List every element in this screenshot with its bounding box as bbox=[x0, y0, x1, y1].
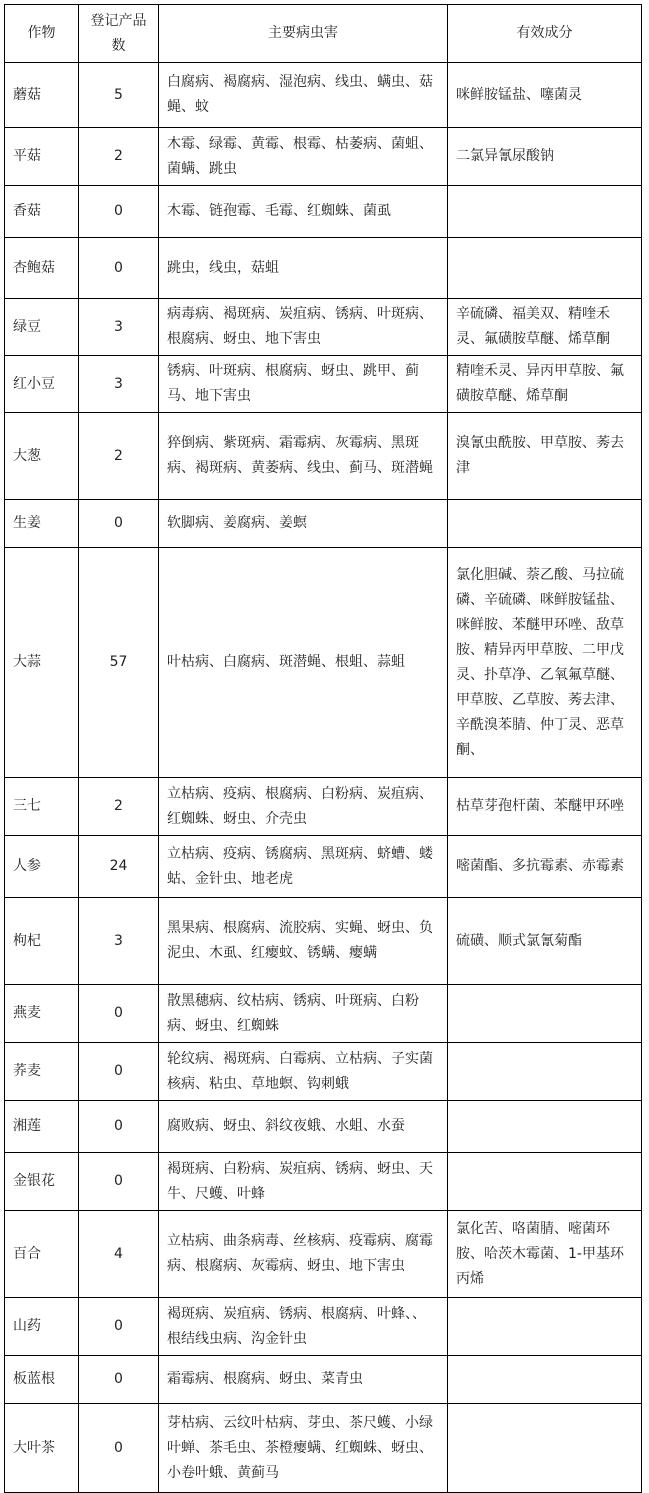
count-cell: 0 bbox=[79, 186, 159, 238]
crop-cell: 湘莲 bbox=[5, 1101, 79, 1153]
ingredients-cell bbox=[448, 1356, 642, 1404]
crop-cell: 人参 bbox=[5, 836, 79, 898]
table-row bbox=[5, 778, 642, 836]
ingredients-cell: 二氯异氰尿酸钠 bbox=[448, 128, 642, 186]
crop-cell: 燕麦 bbox=[5, 985, 79, 1043]
table-row bbox=[5, 548, 642, 778]
table-row bbox=[5, 356, 642, 413]
count-cell: 0 bbox=[79, 1153, 159, 1211]
pests-cell: 轮纹病、褐斑病、白霉病、立枯病、子实菌核病、粘虫、草地螟、钩刺蛾 bbox=[159, 1043, 448, 1101]
crop-cell: 山药 bbox=[5, 1298, 79, 1356]
count-cell: 5 bbox=[79, 63, 159, 128]
crop-cell: 金银花 bbox=[5, 1153, 79, 1211]
table-row bbox=[5, 1298, 642, 1356]
header-ingredients: 有效成分 bbox=[448, 5, 642, 63]
table-row bbox=[5, 1043, 642, 1101]
crop-cell: 荞麦 bbox=[5, 1043, 79, 1101]
count-cell: 24 bbox=[79, 836, 159, 898]
count-cell: 0 bbox=[79, 1404, 159, 1493]
ingredients-cell: 精喹禾灵、异丙甲草胺、氟磺胺草醚、烯草酮 bbox=[448, 356, 642, 413]
pests-cell: 白腐病、褐腐病、湿泡病、线虫、螨虫、菇蝇、蚊 bbox=[159, 63, 448, 128]
crop-cell: 板蓝根 bbox=[5, 1356, 79, 1404]
count-cell: 0 bbox=[79, 1101, 159, 1153]
crop-cell: 百合 bbox=[5, 1211, 79, 1298]
pests-cell: 猝倒病、紫斑病、霜霉病、灰霉病、黑斑病、褐斑病、黄萎病、线虫、蓟马、斑潜蝇 bbox=[159, 413, 448, 500]
crop-cell: 绿豆 bbox=[5, 299, 79, 356]
crop-cell: 枸杞 bbox=[5, 898, 79, 985]
pests-cell: 散黑穗病、纹枯病、锈病、叶斑病、白粉病、蚜虫、红蜘蛛 bbox=[159, 985, 448, 1043]
crop-cell: 大葱 bbox=[5, 413, 79, 500]
count-cell: 3 bbox=[79, 299, 159, 356]
count-cell: 57 bbox=[79, 548, 159, 778]
count-cell: 2 bbox=[79, 128, 159, 186]
pests-cell: 腐败病、蚜虫、斜纹夜蛾、水蛆、水蚕 bbox=[159, 1101, 448, 1153]
pests-cell: 木霉、绿霉、黄霉、根霉、枯萎病、菌蛆、菌螨、跳虫 bbox=[159, 128, 448, 186]
ingredients-cell: 氯化胆碱、萘乙酸、马拉硫磷、辛硫磷、咪鲜胺锰盐、咪鲜胺、苯醚甲环唑、敌草胺、精异丙甲草胺、二甲戊灵、扑草净、乙氧氟草醚、甲草胺、乙草胺、莠去津、辛酰溴苯腈、仲丁灵、恶草酮、 bbox=[448, 548, 642, 778]
table-row bbox=[5, 128, 642, 186]
pests-cell: 立枯病、疫病、根腐病、白粉病、炭疽病、红蜘蛛、蚜虫、介壳虫 bbox=[159, 778, 448, 836]
header-row bbox=[5, 5, 642, 63]
table-row bbox=[5, 238, 642, 299]
pests-cell: 跳虫，线虫，菇蛆 bbox=[159, 238, 448, 299]
ingredients-cell: 硫磺、顺式氯氰菊酯 bbox=[448, 898, 642, 985]
table-row bbox=[5, 413, 642, 500]
pests-cell: 褐斑病、白粉病、炭疽病、锈病、蚜虫、天牛、尺蠖、叶蜂 bbox=[159, 1153, 448, 1211]
table-row bbox=[5, 985, 642, 1043]
ingredients-cell: 氯化苦、咯菌腈、嘧菌环胺、哈茨木霉菌、1-甲基环丙烯 bbox=[448, 1211, 642, 1298]
pests-cell: 病毒病、褐斑病、炭疽病、锈病、叶斑病、根腐病、蚜虫、地下害虫 bbox=[159, 299, 448, 356]
pests-cell: 软脚病、姜腐病、姜螟 bbox=[159, 500, 448, 548]
ingredients-cell: 溴氰虫酰胺、甲草胺、莠去津 bbox=[448, 413, 642, 500]
crop-cell: 大蒜 bbox=[5, 548, 79, 778]
count-cell: 0 bbox=[79, 500, 159, 548]
ingredients-cell bbox=[448, 238, 642, 299]
ingredients-cell bbox=[448, 1043, 642, 1101]
pests-cell: 黑果病、根腐病、流胶病、实蝇、蚜虫、负泥虫、木虱、红瘿蚊、锈螨、瘿螨 bbox=[159, 898, 448, 985]
ingredients-cell bbox=[448, 500, 642, 548]
table-row bbox=[5, 1211, 642, 1298]
table-row bbox=[5, 1356, 642, 1404]
table-row bbox=[5, 898, 642, 985]
pests-cell: 霜霉病、根腐病、蚜虫、菜青虫 bbox=[159, 1356, 448, 1404]
pests-cell: 锈病、叶斑病、根腐病、蚜虫、跳甲、蓟马、地下害虫 bbox=[159, 356, 448, 413]
table-row bbox=[5, 836, 642, 898]
crop-cell: 平菇 bbox=[5, 128, 79, 186]
ingredients-cell bbox=[448, 985, 642, 1043]
header-pests: 主要病虫害 bbox=[159, 5, 448, 63]
count-cell: 4 bbox=[79, 1211, 159, 1298]
ingredients-cell: 咪鲜胺锰盐、噻菌灵 bbox=[448, 63, 642, 128]
ingredients-cell bbox=[448, 186, 642, 238]
count-cell: 3 bbox=[79, 898, 159, 985]
crop-cell: 红小豆 bbox=[5, 356, 79, 413]
crop-cell: 三七 bbox=[5, 778, 79, 836]
table-row bbox=[5, 500, 642, 548]
ingredients-cell bbox=[448, 1153, 642, 1211]
table-row bbox=[5, 63, 642, 128]
count-cell: 0 bbox=[79, 985, 159, 1043]
table-row bbox=[5, 299, 642, 356]
table-row bbox=[5, 1153, 642, 1211]
count-cell: 3 bbox=[79, 356, 159, 413]
crop-cell: 大叶茶 bbox=[5, 1404, 79, 1493]
pests-cell: 立枯病、疫病、锈腐病、黑斑病、蛴螬、蝼蛄、金针虫、地老虎 bbox=[159, 836, 448, 898]
header-crop: 作物 bbox=[5, 5, 79, 63]
pests-cell: 芽枯病、云纹叶枯病、芽虫、茶尺蠖、小绿叶蝉、茶毛虫、茶橙瘿螨、红蜘蛛、蚜虫、小卷叶蛾、黄蓟马 bbox=[159, 1404, 448, 1493]
pests-cell: 立枯病、曲条病毒、丝核病、疫霉病、腐霉病、根腐病、灰霉病、蚜虫、地下害虫 bbox=[159, 1211, 448, 1298]
ingredients-cell: 嘧菌酯、多抗霉素、赤霉素 bbox=[448, 836, 642, 898]
table-row bbox=[5, 186, 642, 238]
pests-cell: 叶枯病、白腐病、斑潜蝇、根蛆、蒜蛆 bbox=[159, 548, 448, 778]
ingredients-cell bbox=[448, 1101, 642, 1153]
ingredients-cell: 辛硫磷、福美双、精喹禾灵、氟磺胺草醚、烯草酮 bbox=[448, 299, 642, 356]
table-row bbox=[5, 1404, 642, 1493]
count-cell: 0 bbox=[79, 1043, 159, 1101]
pesticide-registration-table bbox=[4, 4, 642, 1493]
count-cell: 2 bbox=[79, 778, 159, 836]
count-cell: 0 bbox=[79, 1298, 159, 1356]
ingredients-cell bbox=[448, 1298, 642, 1356]
ingredients-cell bbox=[448, 1404, 642, 1493]
pests-cell: 褐斑病、炭疽病、锈病、根腐病、叶蜂、、根结线虫病、沟金针虫 bbox=[159, 1298, 448, 1356]
crop-cell: 蘑菇 bbox=[5, 63, 79, 128]
pests-cell: 木霉、链孢霉、毛霉、红蜘蛛、菌虱 bbox=[159, 186, 448, 238]
crop-cell: 香菇 bbox=[5, 186, 79, 238]
table-row bbox=[5, 1101, 642, 1153]
count-cell: 2 bbox=[79, 413, 159, 500]
ingredients-cell: 枯草芽孢杆菌、苯醚甲环唑 bbox=[448, 778, 642, 836]
count-cell: 0 bbox=[79, 1356, 159, 1404]
header-count: 登记产品数 bbox=[79, 5, 159, 63]
count-cell: 0 bbox=[79, 238, 159, 299]
crop-cell: 生姜 bbox=[5, 500, 79, 548]
crop-cell: 杏鲍菇 bbox=[5, 238, 79, 299]
